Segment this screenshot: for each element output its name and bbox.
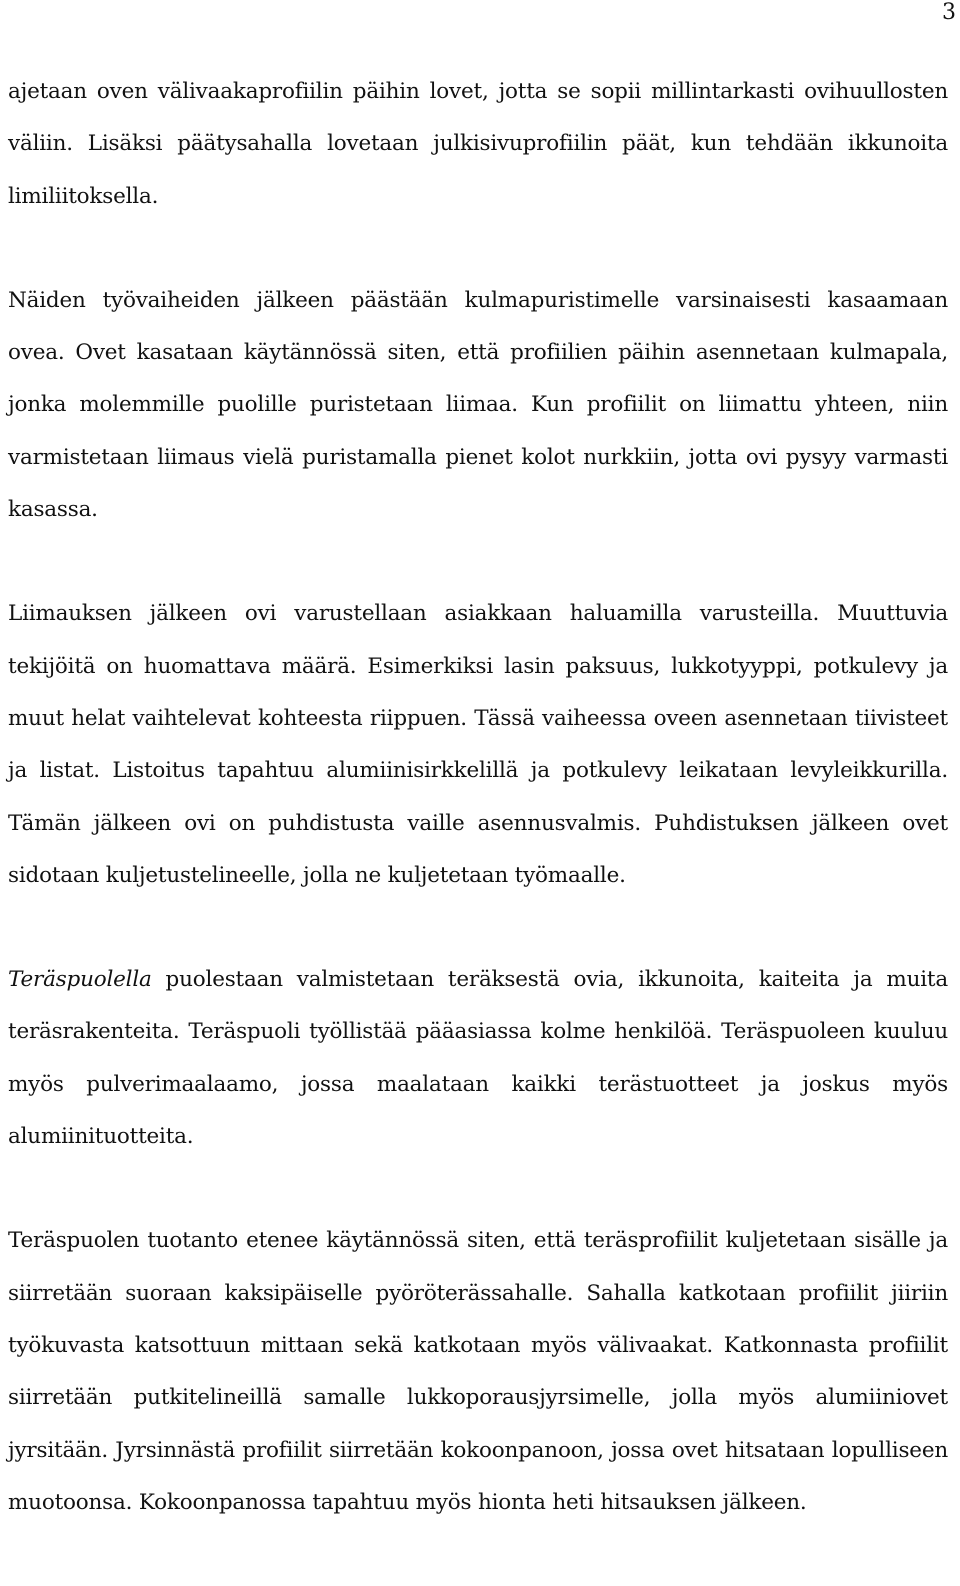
paragraph-5	[8, 1215, 948, 1529]
paragraph-5-text: Teräspuolen tuotanto etenee käytännössä siten, että teräsprofiilit kuljetetaan sisälle ja siirretään suoraan kaksipäiselle pyöröterässahalle. Sahalla katkotaan profiilit jiiriin työkuvasta katsottuun mittaan sekä katkotaan myös välivaakat. Katkonnasta profiilit siirretään putkitelineillä samalle lukkoporausjyrsimelle, jolla myös alumiiniovet jyrsitään. Jyrsinnästä profiilit siirretään kokoonpanoon, jossa ovet hitsataan lopulliseen muotoonsa. Kokoonpanossa tapahtuu myös hionta heti hitsauksen jälkeen.	[8, 1228, 948, 1515]
paragraph-1	[8, 66, 948, 223]
paragraph-1-text: ajetaan oven välivaakaprofiilin päihin lovet, jotta se sopii millintarkasti ovihuullosten väliin. Lisäksi päätysahalla lovetaan julkisivuprofiilin päät, kun tehdään ikkunoita limiliitoksella.	[8, 79, 948, 209]
paragraph-3	[8, 588, 948, 902]
paragraph-2	[8, 275, 948, 536]
paragraph-4	[8, 954, 948, 1163]
paragraph-4-emphasis: Teräspuolella	[8, 967, 152, 993]
paragraph-3-text: Liimauksen jälkeen ovi varustellaan asiakkaan haluamilla varusteilla. Muuttuvia tekijöitä on huomattava määrä. Esimerkiksi lasin paksuus, lukkotyyppi, potkulevy ja muut helat vaihtelevat kohteesta riippuen. Tässä vaiheessa oveen asennetaan tiivisteet ja listat. Listoitus tapahtuu alumiinisirkkelillä ja potkulevy leikataan levyleikkurilla. Tämän jälkeen ovi on puhdistusta vaille asennusvalmis. Puhdistuksen jälkeen ovet sidotaan kuljetustelineelle, jolla ne kuljetetaan työmaalle.	[8, 601, 948, 888]
document-body	[8, 66, 948, 1529]
paragraph-4-text: puolestaan valmistetaan teräksestä ovia, ikkunoita, kaiteita ja muita teräsrakenteita. Teräspuoli työllistää pääasiassa kolme henkilöä. Teräspuoleen kuuluu myös pulverimaalaamo, jossa maalataan kaikki terästuotteet ja joskus myös alumiinituotteita.	[8, 967, 948, 1150]
page-number: 3	[942, 0, 956, 25]
paragraph-2-text: Näiden työvaiheiden jälkeen päästään kulmapuristimelle varsinaisesti kasaamaan ovea. Ovet kasataan käytännössä siten, että profiilien päihin asennetaan kulmapala, jonka molemmille puolille puristetaan liimaa. Kun profiilit on liimattu yhteen, niin varmistetaan liimaus vielä puristamalla pienet kolot nurkkiin, jotta ovi pysyy varmasti kasassa.	[8, 287, 948, 523]
